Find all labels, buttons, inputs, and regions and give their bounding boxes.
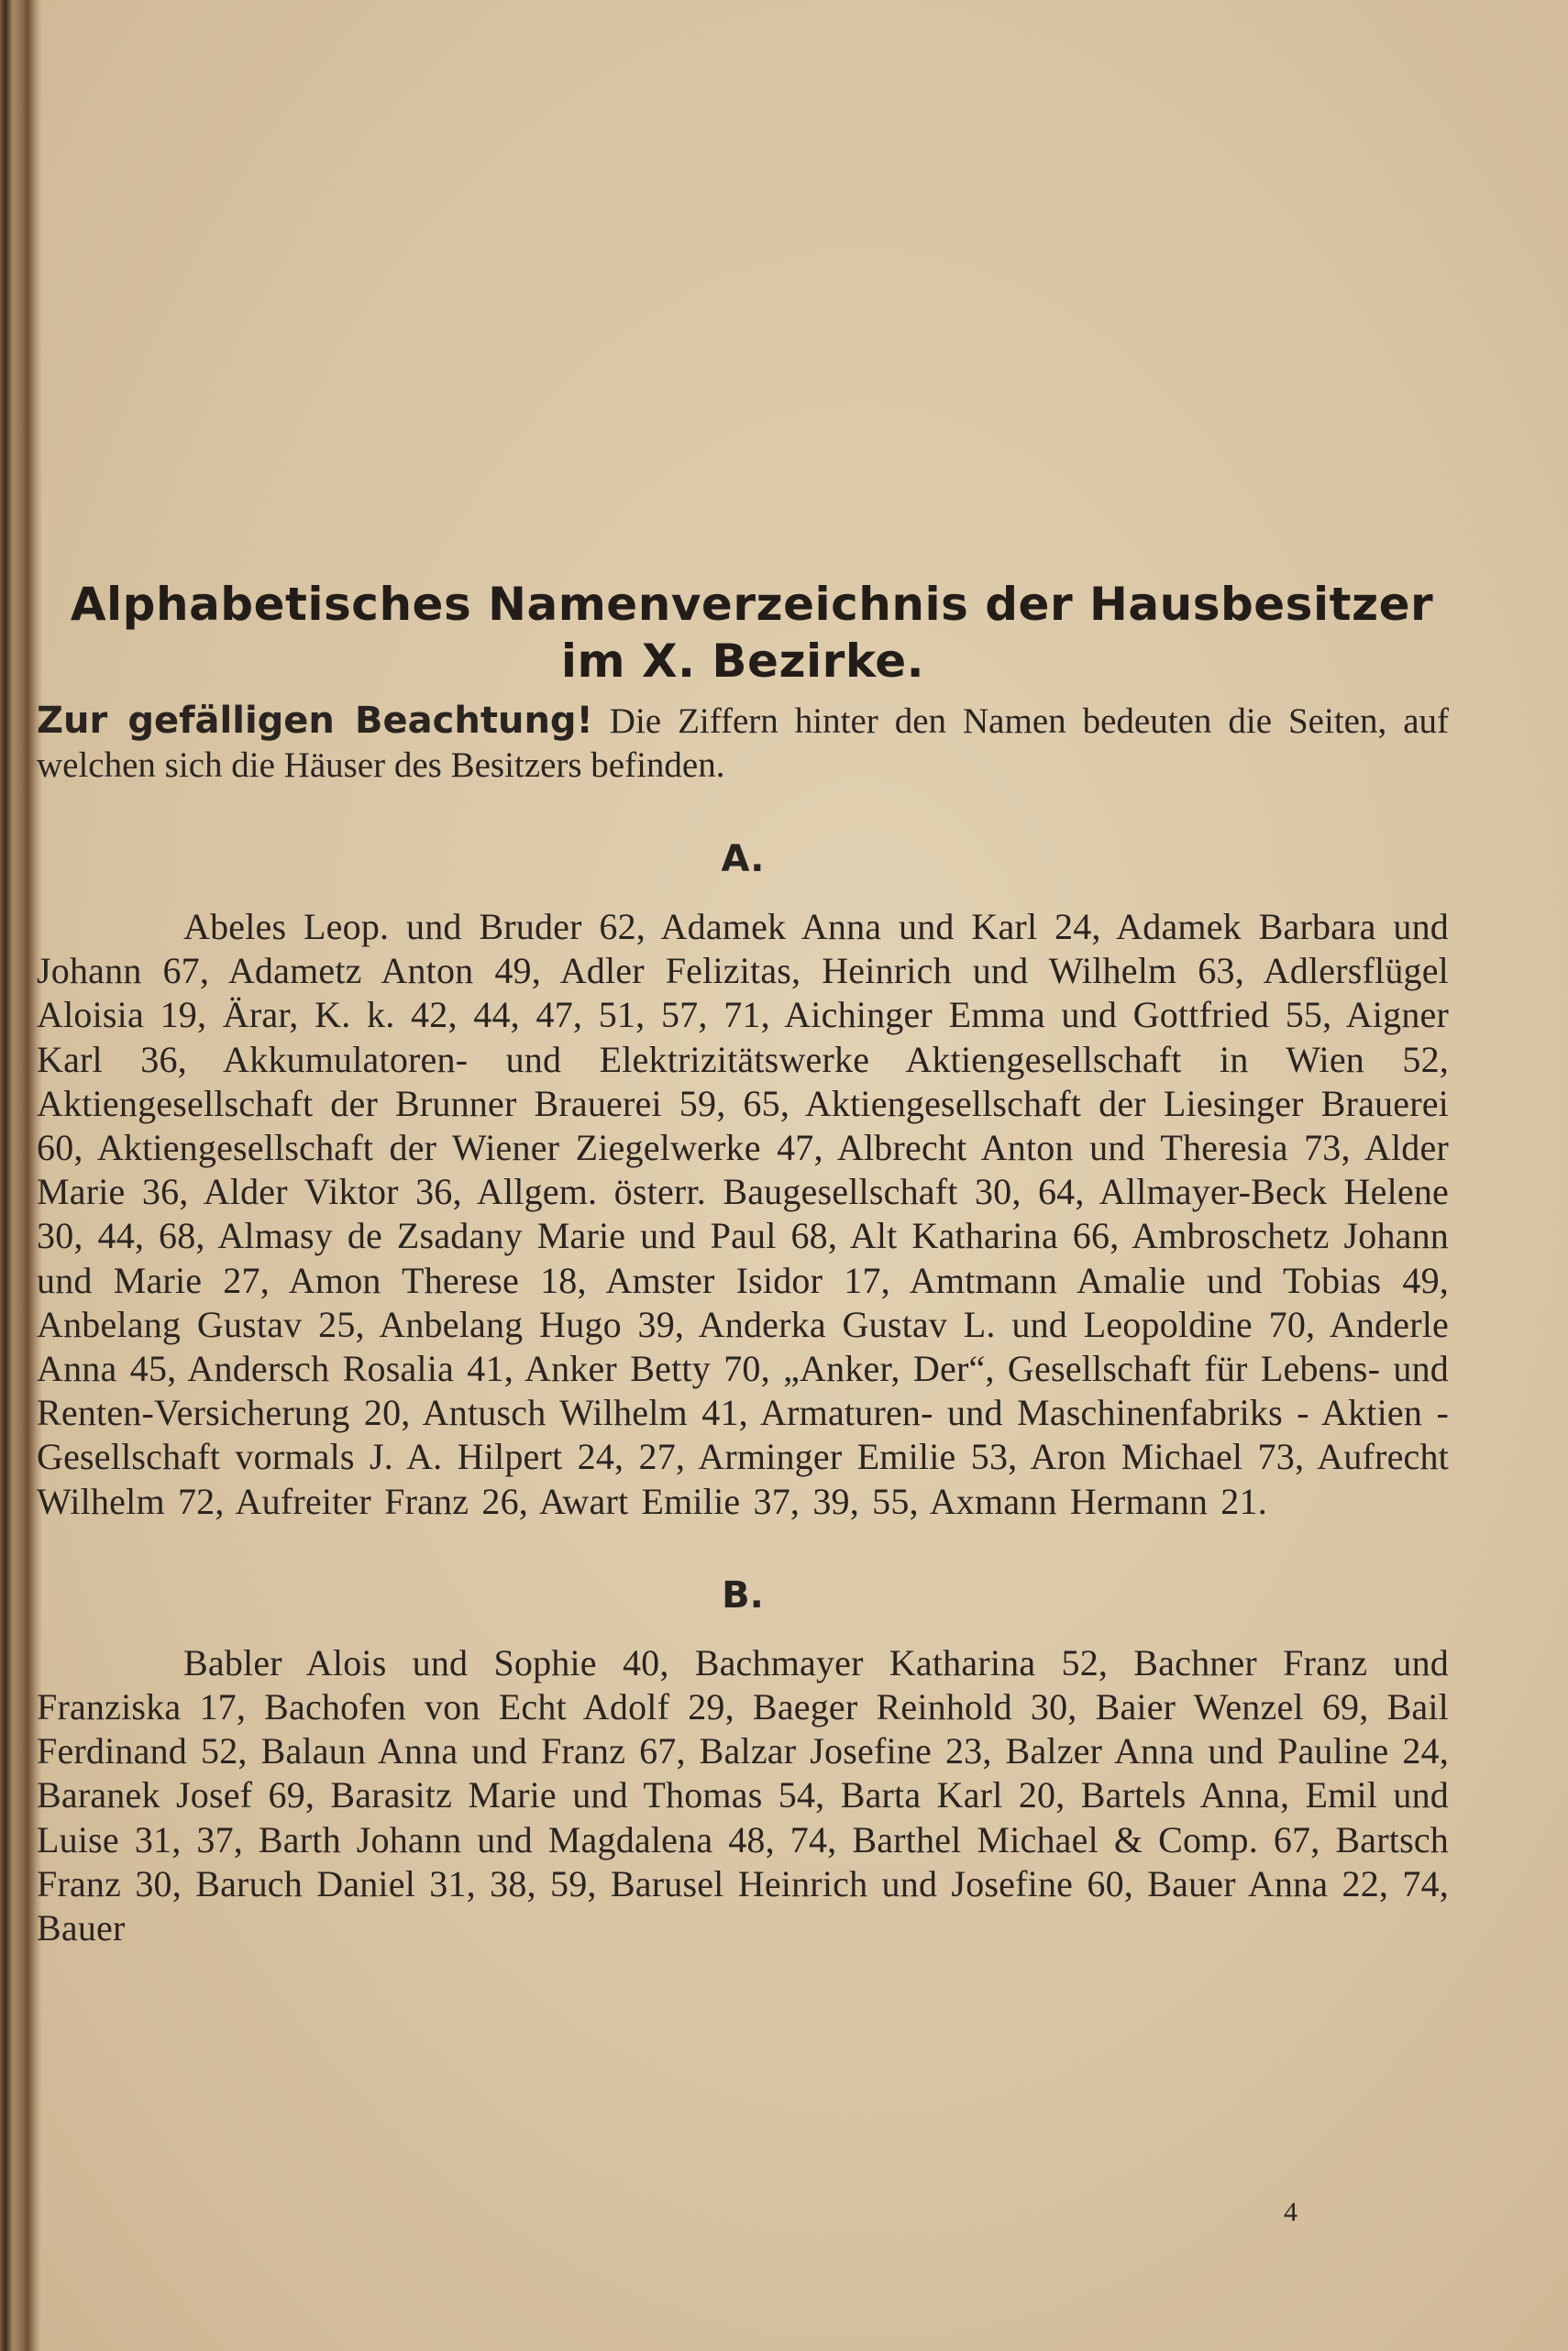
- section-entries-a: Abeles Leop. und Bruder 62, Adamek Anna und Karl 24, Adamek Barbara und Johann 67, Adametz Anton 49, Adler Felizitas, Heinrich und Wilhelm 63, Adlersflügel Aloisia 19, Ärar, K. k. 42, 44, 47, 51, 57, 71, Aichinger Emma und Gottfried 55, Aigner Karl 36, Akkumulatoren- und Elektrizitätswerke Aktiengesellschaft in Wien 52, Aktiengesellschaft der Brunner Brauerei 59, 65, Aktiengesellschaft der Liesinger Brauerei 60, Aktiengesellschaft der Wiener Ziegelwerke 47, Albrecht Anton und Theresia 73, Alder Marie 36, Alder Viktor 36, Allgem. österr. Baugesellschaft 30, 64, Allmayer-Beck Helene 30, 44, 68, Almasy de Zsadany Marie und Paul 68, Alt Katharina 66, Ambroschetz Johann und Marie 27, Amon Therese 18, Amster Isidor 17, Amtmann Amalie und Tobias 49, Anbelang Gustav 25, Anbelang Hugo 39, Anderka Gustav L. und Leopoldine 70, Anderle Anna 45, Andersch Rosalia 41, Anker Betty 70, „Anker, Der“, Gesellschaft für Lebens- und Renten-Versicherung 20, Antusch Wilhelm 41, Armaturen- und Maschinenfabriks - Aktien - Gesellschaft vormals J. A. Hilpert 24, 27, Arminger Emilie 53, Aron Michael 73, Aufrecht Wilhelm 72, Aufreiter Franz 26, Awart Emilie 37, 39, 55, Axmann Hermann 21.: [37, 906, 1449, 1522]
- page-number: 4: [1284, 2197, 1297, 2227]
- section-letter-b: B.: [722, 1573, 764, 1617]
- title-line-2: im X. Bezirke.: [560, 635, 925, 688]
- notice-lead: Zur gefälligen Beachtung!: [37, 700, 593, 742]
- section-letter-a: A.: [721, 838, 765, 880]
- notice-paragraph: [37, 699, 1449, 788]
- title-line-1: Alphabetisches Namenverzeichnis der Hausbesitzer: [70, 578, 1434, 631]
- page-content: [37, 576, 1449, 1950]
- section-entries-b: Babler Alois und Sophie 40, Bachmayer Katharina 52, Bachner Franz und Franziska 17, Bachofen von Echt Adolf 29, Baeger Reinhold 30, Baier Wenzel 69, Bail Ferdinand 52, Balaun Anna und Franz 67, Balzar Josefine 23, Balzer Anna und Pauline 24, Baranek Josef 69, Barasitz Marie und Thomas 54, Barta Karl 20, Bartels Anna, Emil und Luise 31, 37, Barth Johann und Magdalena 48, 74, Barthel Michael & Comp. 67, Bartsch Franz 30, Baruch Daniel 31, 38, 59, Barusel Heinrich und Josefine 60, Bauer Anna 22, 74, Bauer: [37, 1641, 1449, 1949]
- notice-text: Die Ziffern hinter den Namen bedeuten die Seiten, auf welchen sich die Häuser des Besitzers befinden.: [37, 701, 1449, 785]
